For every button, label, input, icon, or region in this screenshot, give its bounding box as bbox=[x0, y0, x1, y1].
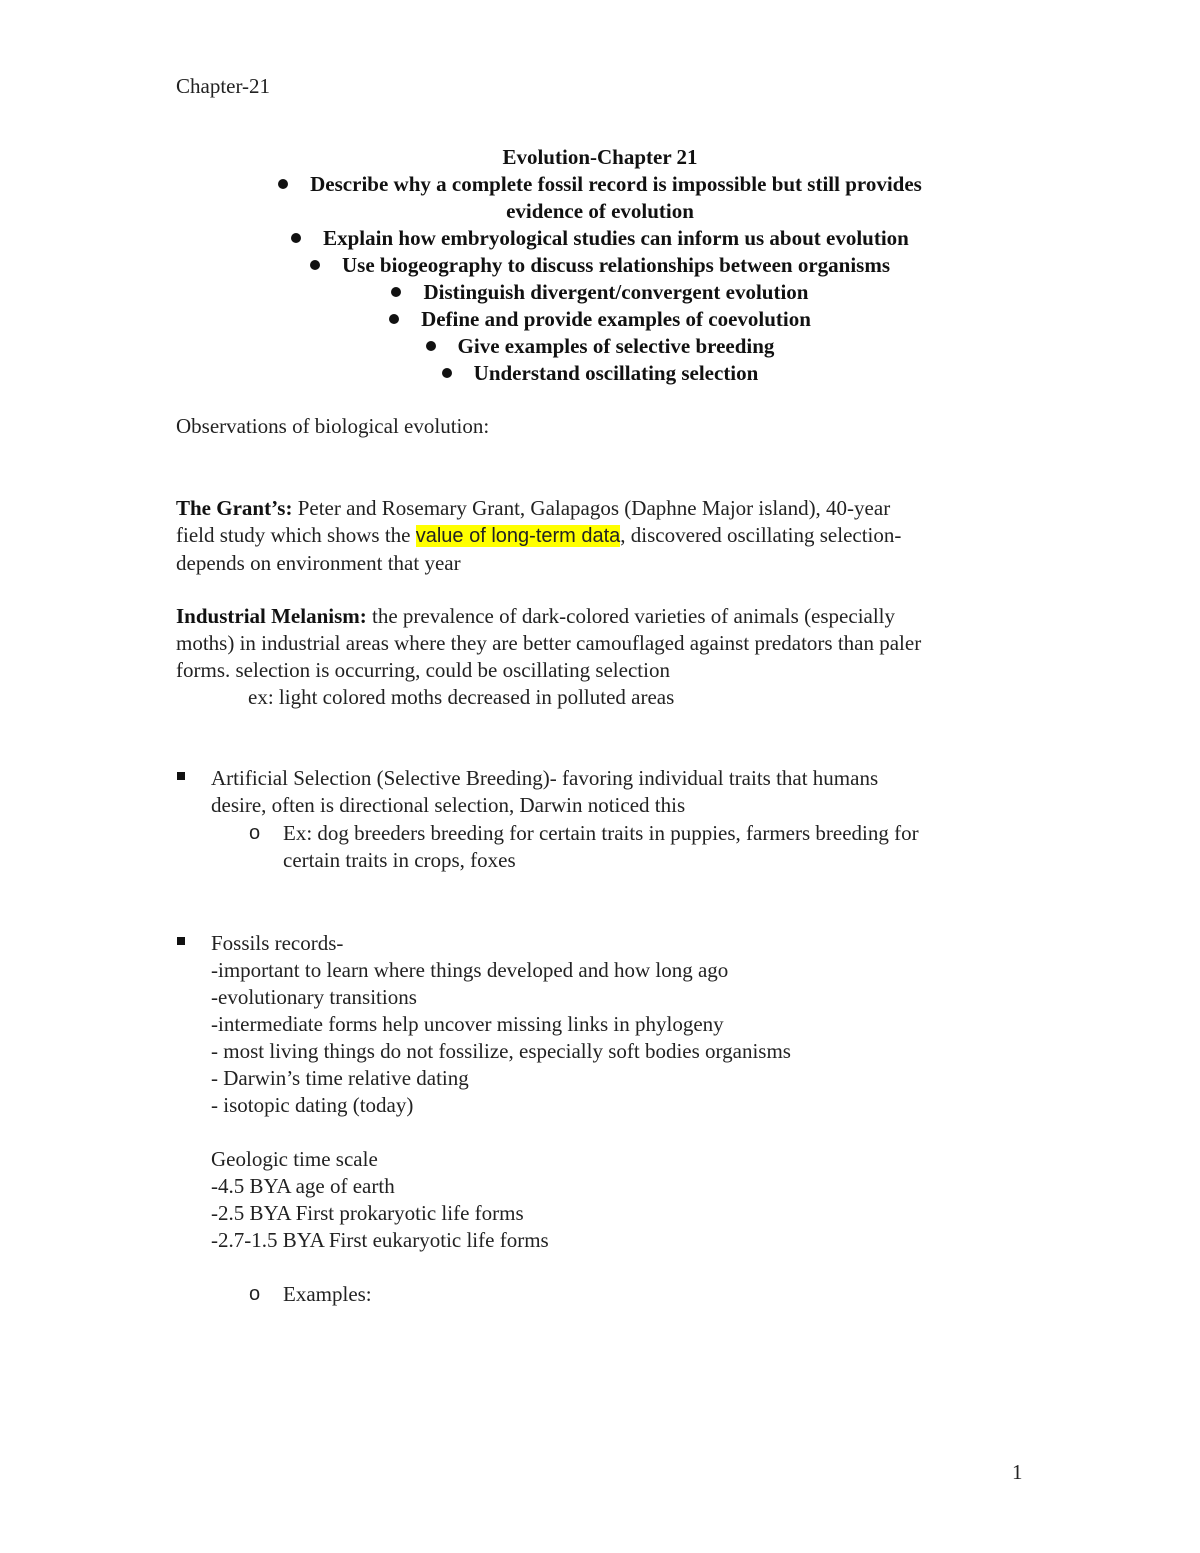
fossil-note: - Darwin’s time relative dating bbox=[211, 1066, 469, 1090]
objective-item: Use biogeography to discuss relationships between organisms bbox=[200, 252, 1000, 279]
fossil-records-item: Fossils records- -important to learn where things developed and how long ago -evolutionary transitions -intermediate forms help uncover missing links in phylogeny - most living things do not fossilize, especially soft bodies organisms - Darwin’s time relative dating - isotopic dating (today) Geologic time scale -4.5 BYA age of earth -2.5 BYA First prokaryotic life forms -2.7-1.5 BYA First eukaryotic life forms bbox=[211, 931, 791, 1252]
objective-item: Distinguish divergent/convergent evolution bbox=[200, 279, 1000, 306]
fossil-note: - most living things do not fossilize, especially soft bodies organisms bbox=[211, 1039, 791, 1063]
observations-heading: Observations of biological evolution: bbox=[176, 414, 490, 438]
fossil-note: -evolutionary transitions bbox=[211, 985, 417, 1009]
melanism-label: Industrial Melanism: bbox=[176, 604, 367, 628]
artificial-selection-item: Artificial Selection (Selective Breeding)- favoring individual traits that humans desire, often is directional selection, Darwin noticed this bbox=[211, 766, 879, 817]
grants-label: The Grant’s: bbox=[176, 496, 293, 520]
page-number: 1 bbox=[1012, 1460, 1023, 1484]
page-header: Chapter-21 bbox=[176, 74, 271, 98]
objective-item: Give examples of selective breeding bbox=[200, 333, 1000, 360]
fossil-note: -intermediate forms help uncover missing links in phylogeny bbox=[211, 1012, 724, 1036]
circle-bullet-icon: o bbox=[249, 822, 261, 844]
bullet-icon bbox=[426, 341, 436, 351]
objective-item: Explain how embryological studies can inform us about evolution bbox=[200, 225, 1000, 252]
examples-label: Examples: bbox=[283, 1282, 372, 1306]
bullet-icon bbox=[278, 179, 288, 189]
timescale-heading: Geologic time scale bbox=[211, 1147, 378, 1171]
bullet-icon bbox=[442, 368, 452, 378]
objective-item-continuation: evidence of evolution bbox=[506, 199, 694, 223]
timescale-entry: -4.5 BYA age of earth bbox=[211, 1174, 395, 1198]
document-title: Evolution-Chapter 21 bbox=[502, 145, 698, 169]
highlighted-text: value of long-term data bbox=[415, 525, 621, 547]
objectives-block bbox=[200, 144, 1000, 387]
square-bullet-icon bbox=[177, 772, 185, 780]
bullet-icon bbox=[389, 314, 399, 324]
timescale-entry: -2.7-1.5 BYA First eukaryotic life forms bbox=[211, 1228, 549, 1252]
objective-item: Define and provide examples of coevolution bbox=[200, 306, 1000, 333]
bullet-icon bbox=[291, 233, 301, 243]
artificial-selection-example: Ex: dog breeders breeding for certain traits in puppies, farmers breeding for certain traits in crops, foxes bbox=[283, 821, 919, 872]
grants-paragraph: The Grant’s: Peter and Rosemary Grant, Galapagos (Daphne Major island), 40-year field study which shows the value of long-term data, discovered oscillating selection- depends on environment that year bbox=[176, 496, 902, 575]
melanism-paragraph: Industrial Melanism: the prevalence of dark-colored varieties of animals (especially moths) in industrial areas where they are better camouflaged against predators than paler forms. selection is occurring, could be oscillating selection ex: light colored moths decreased in polluted areas bbox=[176, 603, 1036, 711]
square-bullet-icon bbox=[177, 937, 185, 945]
objective-item: Understand oscillating selection bbox=[200, 360, 1000, 387]
timescale-entry: -2.5 BYA First prokaryotic life forms bbox=[211, 1201, 524, 1225]
fossil-note: -important to learn where things developed and how long ago bbox=[211, 958, 729, 982]
bullet-icon bbox=[391, 287, 401, 297]
melanism-example: ex: light colored moths decreased in polluted areas bbox=[248, 685, 675, 709]
objective-item: Describe why a complete fossil record is impossible but still provides bbox=[200, 171, 1000, 198]
fossil-note: - isotopic dating (today) bbox=[211, 1093, 414, 1117]
circle-bullet-icon: o bbox=[249, 1283, 261, 1305]
bullet-icon bbox=[310, 260, 320, 270]
